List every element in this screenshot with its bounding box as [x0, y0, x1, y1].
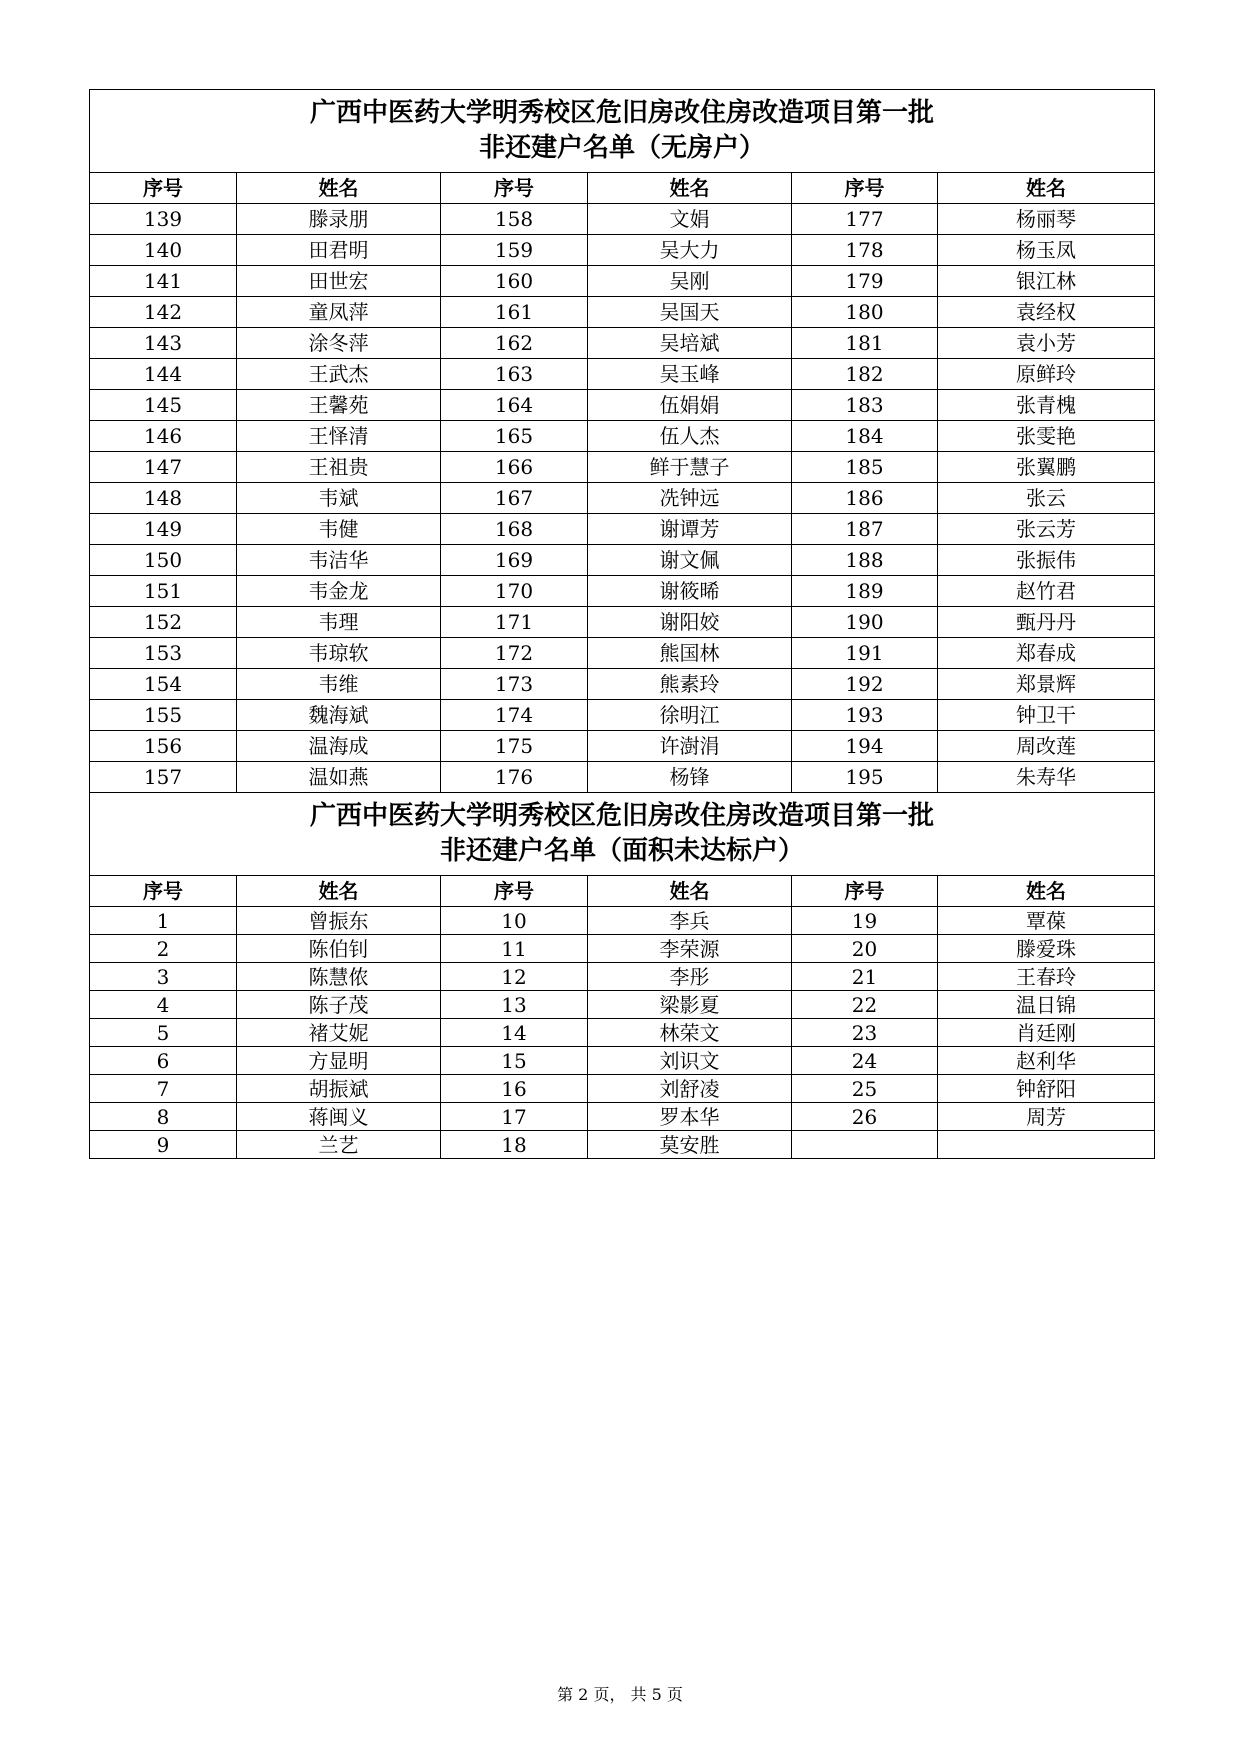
seq-cell: 8 — [90, 1103, 237, 1131]
seq-cell: 142 — [90, 297, 237, 328]
name-cell: 谢筱晞 — [588, 576, 792, 607]
title-line-2: 非还建户名单（无房户） — [479, 133, 766, 163]
name-cell: 吴培斌 — [588, 328, 792, 359]
seq-cell: 139 — [90, 204, 237, 235]
name-cell: 郑景辉 — [938, 669, 1155, 700]
seq-cell: 185 — [792, 452, 938, 483]
seq-cell: 17 — [441, 1103, 588, 1131]
no-house-table-body — [90, 90, 1155, 793]
header-seq: 序号 — [90, 876, 237, 907]
seq-cell: 176 — [441, 762, 588, 793]
name-cell: 褚艾妮 — [237, 1019, 441, 1047]
name-cell: 许澍涓 — [588, 731, 792, 762]
table-row — [90, 935, 1155, 963]
name-cell: 莫安胜 — [588, 1131, 792, 1159]
header-seq: 序号 — [90, 173, 237, 204]
table-row — [90, 607, 1155, 638]
name-cell: 文娟 — [588, 204, 792, 235]
area-insufficient-header-row — [90, 876, 1155, 907]
header-seq: 序号 — [792, 173, 938, 204]
name-cell — [938, 1131, 1155, 1159]
name-cell: 吴大力 — [588, 235, 792, 266]
seq-cell: 143 — [90, 328, 237, 359]
header-seq: 序号 — [441, 173, 588, 204]
seq-cell: 156 — [90, 731, 237, 762]
name-cell: 林荣文 — [588, 1019, 792, 1047]
table-row — [90, 297, 1155, 328]
name-cell: 周改莲 — [938, 731, 1155, 762]
name-cell: 朱寿华 — [938, 762, 1155, 793]
table-row — [90, 266, 1155, 297]
name-cell: 周芳 — [938, 1103, 1155, 1131]
name-cell: 陈伯钊 — [237, 935, 441, 963]
seq-cell: 155 — [90, 700, 237, 731]
seq-cell: 6 — [90, 1047, 237, 1075]
name-cell: 田君明 — [237, 235, 441, 266]
seq-cell: 20 — [792, 935, 938, 963]
name-cell: 陈子茂 — [237, 991, 441, 1019]
name-cell: 张振伟 — [938, 545, 1155, 576]
no-house-header-row — [90, 173, 1155, 204]
name-cell: 温日锦 — [938, 991, 1155, 1019]
seq-cell — [792, 1131, 938, 1159]
seq-cell: 12 — [441, 963, 588, 991]
table-row — [90, 545, 1155, 576]
seq-cell: 24 — [792, 1047, 938, 1075]
name-cell: 张云芳 — [938, 514, 1155, 545]
seq-cell: 25 — [792, 1075, 938, 1103]
seq-cell: 184 — [792, 421, 938, 452]
table-row — [90, 514, 1155, 545]
name-cell: 张云 — [938, 483, 1155, 514]
seq-cell: 195 — [792, 762, 938, 793]
title-line-1: 广西中医药大学明秀校区危旧房改住房改造项目第一批 — [310, 801, 935, 831]
name-cell: 熊国林 — [588, 638, 792, 669]
header-name: 姓名 — [938, 173, 1155, 204]
seq-cell: 149 — [90, 514, 237, 545]
header-seq: 序号 — [792, 876, 938, 907]
seq-cell: 170 — [441, 576, 588, 607]
table-row — [90, 638, 1155, 669]
seq-cell: 165 — [441, 421, 588, 452]
table-row — [90, 421, 1155, 452]
table-row — [90, 1047, 1155, 1075]
seq-cell: 19 — [792, 907, 938, 935]
name-cell: 覃葆 — [938, 907, 1155, 935]
header-name: 姓名 — [237, 173, 441, 204]
name-cell: 韦维 — [237, 669, 441, 700]
seq-cell: 153 — [90, 638, 237, 669]
seq-cell: 140 — [90, 235, 237, 266]
seq-cell: 10 — [441, 907, 588, 935]
seq-cell: 171 — [441, 607, 588, 638]
households-table — [89, 89, 1155, 1159]
seq-cell: 192 — [792, 669, 938, 700]
name-cell: 赵利华 — [938, 1047, 1155, 1075]
name-cell: 韦健 — [237, 514, 441, 545]
seq-cell: 1 — [90, 907, 237, 935]
name-cell: 韦理 — [237, 607, 441, 638]
seq-cell: 172 — [441, 638, 588, 669]
table-row — [90, 731, 1155, 762]
name-cell: 袁经权 — [938, 297, 1155, 328]
name-cell: 谢阳姣 — [588, 607, 792, 638]
seq-cell: 186 — [792, 483, 938, 514]
seq-cell: 183 — [792, 390, 938, 421]
seq-cell: 193 — [792, 700, 938, 731]
seq-cell: 182 — [792, 359, 938, 390]
name-cell: 郑春成 — [938, 638, 1155, 669]
name-cell: 张青槐 — [938, 390, 1155, 421]
seq-cell: 161 — [441, 297, 588, 328]
area-insufficient-list-title — [90, 793, 1155, 876]
table-row — [90, 1131, 1155, 1159]
seq-cell: 157 — [90, 762, 237, 793]
table-row — [90, 359, 1155, 390]
name-cell: 陈慧侬 — [237, 963, 441, 991]
seq-cell: 5 — [90, 1019, 237, 1047]
name-cell: 熊素玲 — [588, 669, 792, 700]
table-row — [90, 328, 1155, 359]
name-cell: 韦斌 — [237, 483, 441, 514]
seq-cell: 22 — [792, 991, 938, 1019]
name-cell: 伍人杰 — [588, 421, 792, 452]
name-cell: 吴国天 — [588, 297, 792, 328]
name-cell: 李彤 — [588, 963, 792, 991]
name-cell: 王祖贵 — [237, 452, 441, 483]
seq-cell: 14 — [441, 1019, 588, 1047]
name-cell: 韦琼软 — [237, 638, 441, 669]
name-cell: 张雯艳 — [938, 421, 1155, 452]
table-row — [90, 1075, 1155, 1103]
name-cell: 方显明 — [237, 1047, 441, 1075]
seq-cell: 150 — [90, 545, 237, 576]
seq-cell: 162 — [441, 328, 588, 359]
seq-cell: 194 — [792, 731, 938, 762]
name-cell: 魏海斌 — [237, 700, 441, 731]
name-cell: 罗本华 — [588, 1103, 792, 1131]
header-name: 姓名 — [588, 173, 792, 204]
table-row — [90, 452, 1155, 483]
name-cell: 张翼鹏 — [938, 452, 1155, 483]
seq-cell: 189 — [792, 576, 938, 607]
seq-cell: 180 — [792, 297, 938, 328]
name-cell: 李荣源 — [588, 935, 792, 963]
seq-cell: 173 — [441, 669, 588, 700]
seq-cell: 174 — [441, 700, 588, 731]
seq-cell: 7 — [90, 1075, 237, 1103]
table-row — [90, 1103, 1155, 1131]
name-cell: 钟卫干 — [938, 700, 1155, 731]
table-row — [90, 669, 1155, 700]
area-insufficient-table-body — [90, 793, 1155, 1159]
seq-cell: 177 — [792, 204, 938, 235]
name-cell: 杨丽琴 — [938, 204, 1155, 235]
seq-cell: 3 — [90, 963, 237, 991]
name-cell: 谢谭芳 — [588, 514, 792, 545]
name-cell: 王馨苑 — [237, 390, 441, 421]
seq-cell: 23 — [792, 1019, 938, 1047]
page-footer: 第 2 页， 共 5 页 — [557, 1685, 683, 1704]
seq-cell: 169 — [441, 545, 588, 576]
name-cell: 滕爱珠 — [938, 935, 1155, 963]
name-cell: 肖廷刚 — [938, 1019, 1155, 1047]
seq-cell: 158 — [441, 204, 588, 235]
name-cell: 曾振东 — [237, 907, 441, 935]
seq-cell: 159 — [441, 235, 588, 266]
name-cell: 钟舒阳 — [938, 1075, 1155, 1103]
seq-cell: 146 — [90, 421, 237, 452]
name-cell: 吴玉峰 — [588, 359, 792, 390]
seq-cell: 178 — [792, 235, 938, 266]
name-cell: 王春玲 — [938, 963, 1155, 991]
table-row — [90, 991, 1155, 1019]
header-name: 姓名 — [237, 876, 441, 907]
name-cell: 韦洁华 — [237, 545, 441, 576]
seq-cell: 179 — [792, 266, 938, 297]
seq-cell: 2 — [90, 935, 237, 963]
seq-cell: 168 — [441, 514, 588, 545]
title-line-2: 非还建户名单（面积未达标户） — [440, 836, 805, 866]
seq-cell: 141 — [90, 266, 237, 297]
name-cell: 刘舒凌 — [588, 1075, 792, 1103]
table-row — [90, 483, 1155, 514]
header-name: 姓名 — [588, 876, 792, 907]
seq-cell: 190 — [792, 607, 938, 638]
seq-cell: 166 — [441, 452, 588, 483]
name-cell: 鲜于慧子 — [588, 452, 792, 483]
seq-cell: 151 — [90, 576, 237, 607]
seq-cell: 181 — [792, 328, 938, 359]
name-cell: 田世宏 — [237, 266, 441, 297]
seq-cell: 4 — [90, 991, 237, 1019]
name-cell: 刘识文 — [588, 1047, 792, 1075]
seq-cell: 175 — [441, 731, 588, 762]
name-cell: 杨锋 — [588, 762, 792, 793]
table-row — [90, 963, 1155, 991]
seq-cell: 148 — [90, 483, 237, 514]
table-row — [90, 204, 1155, 235]
name-cell: 吴刚 — [588, 266, 792, 297]
name-cell: 银江林 — [938, 266, 1155, 297]
name-cell: 冼钟远 — [588, 483, 792, 514]
name-cell: 原鲜玲 — [938, 359, 1155, 390]
title-line-1: 广西中医药大学明秀校区危旧房改住房改造项目第一批 — [310, 98, 935, 128]
name-cell: 温如燕 — [237, 762, 441, 793]
seq-cell: 26 — [792, 1103, 938, 1131]
seq-cell: 13 — [441, 991, 588, 1019]
seq-cell: 15 — [441, 1047, 588, 1075]
seq-cell: 187 — [792, 514, 938, 545]
name-cell: 甄丹丹 — [938, 607, 1155, 638]
name-cell: 王武杰 — [237, 359, 441, 390]
seq-cell: 163 — [441, 359, 588, 390]
seq-cell: 188 — [792, 545, 938, 576]
table-row — [90, 762, 1155, 793]
seq-cell: 145 — [90, 390, 237, 421]
table-row — [90, 576, 1155, 607]
name-cell: 徐明江 — [588, 700, 792, 731]
name-cell: 谢文佩 — [588, 545, 792, 576]
name-cell: 韦金龙 — [237, 576, 441, 607]
name-cell: 童凤萍 — [237, 297, 441, 328]
name-cell: 李兵 — [588, 907, 792, 935]
name-cell: 袁小芳 — [938, 328, 1155, 359]
name-cell: 温海成 — [237, 731, 441, 762]
document-sheet — [89, 89, 1154, 1159]
seq-cell: 152 — [90, 607, 237, 638]
name-cell: 王怿清 — [237, 421, 441, 452]
seq-cell: 160 — [441, 266, 588, 297]
no-house-list-title — [90, 90, 1155, 173]
name-cell: 杨玉凤 — [938, 235, 1155, 266]
table-row — [90, 700, 1155, 731]
table-row — [90, 235, 1155, 266]
table-row — [90, 1019, 1155, 1047]
seq-cell: 9 — [90, 1131, 237, 1159]
seq-cell: 167 — [441, 483, 588, 514]
name-cell: 涂冬萍 — [237, 328, 441, 359]
table-row — [90, 390, 1155, 421]
seq-cell: 144 — [90, 359, 237, 390]
name-cell: 赵竹君 — [938, 576, 1155, 607]
name-cell: 滕录朋 — [237, 204, 441, 235]
seq-cell: 147 — [90, 452, 237, 483]
table-row — [90, 907, 1155, 935]
seq-cell: 11 — [441, 935, 588, 963]
name-cell: 蒋闽义 — [237, 1103, 441, 1131]
name-cell: 胡振斌 — [237, 1075, 441, 1103]
seq-cell: 18 — [441, 1131, 588, 1159]
name-cell: 兰艺 — [237, 1131, 441, 1159]
name-cell: 梁影夏 — [588, 991, 792, 1019]
seq-cell: 16 — [441, 1075, 588, 1103]
seq-cell: 164 — [441, 390, 588, 421]
seq-cell: 21 — [792, 963, 938, 991]
name-cell: 伍娟娟 — [588, 390, 792, 421]
header-seq: 序号 — [441, 876, 588, 907]
seq-cell: 191 — [792, 638, 938, 669]
header-name: 姓名 — [938, 876, 1155, 907]
seq-cell: 154 — [90, 669, 237, 700]
